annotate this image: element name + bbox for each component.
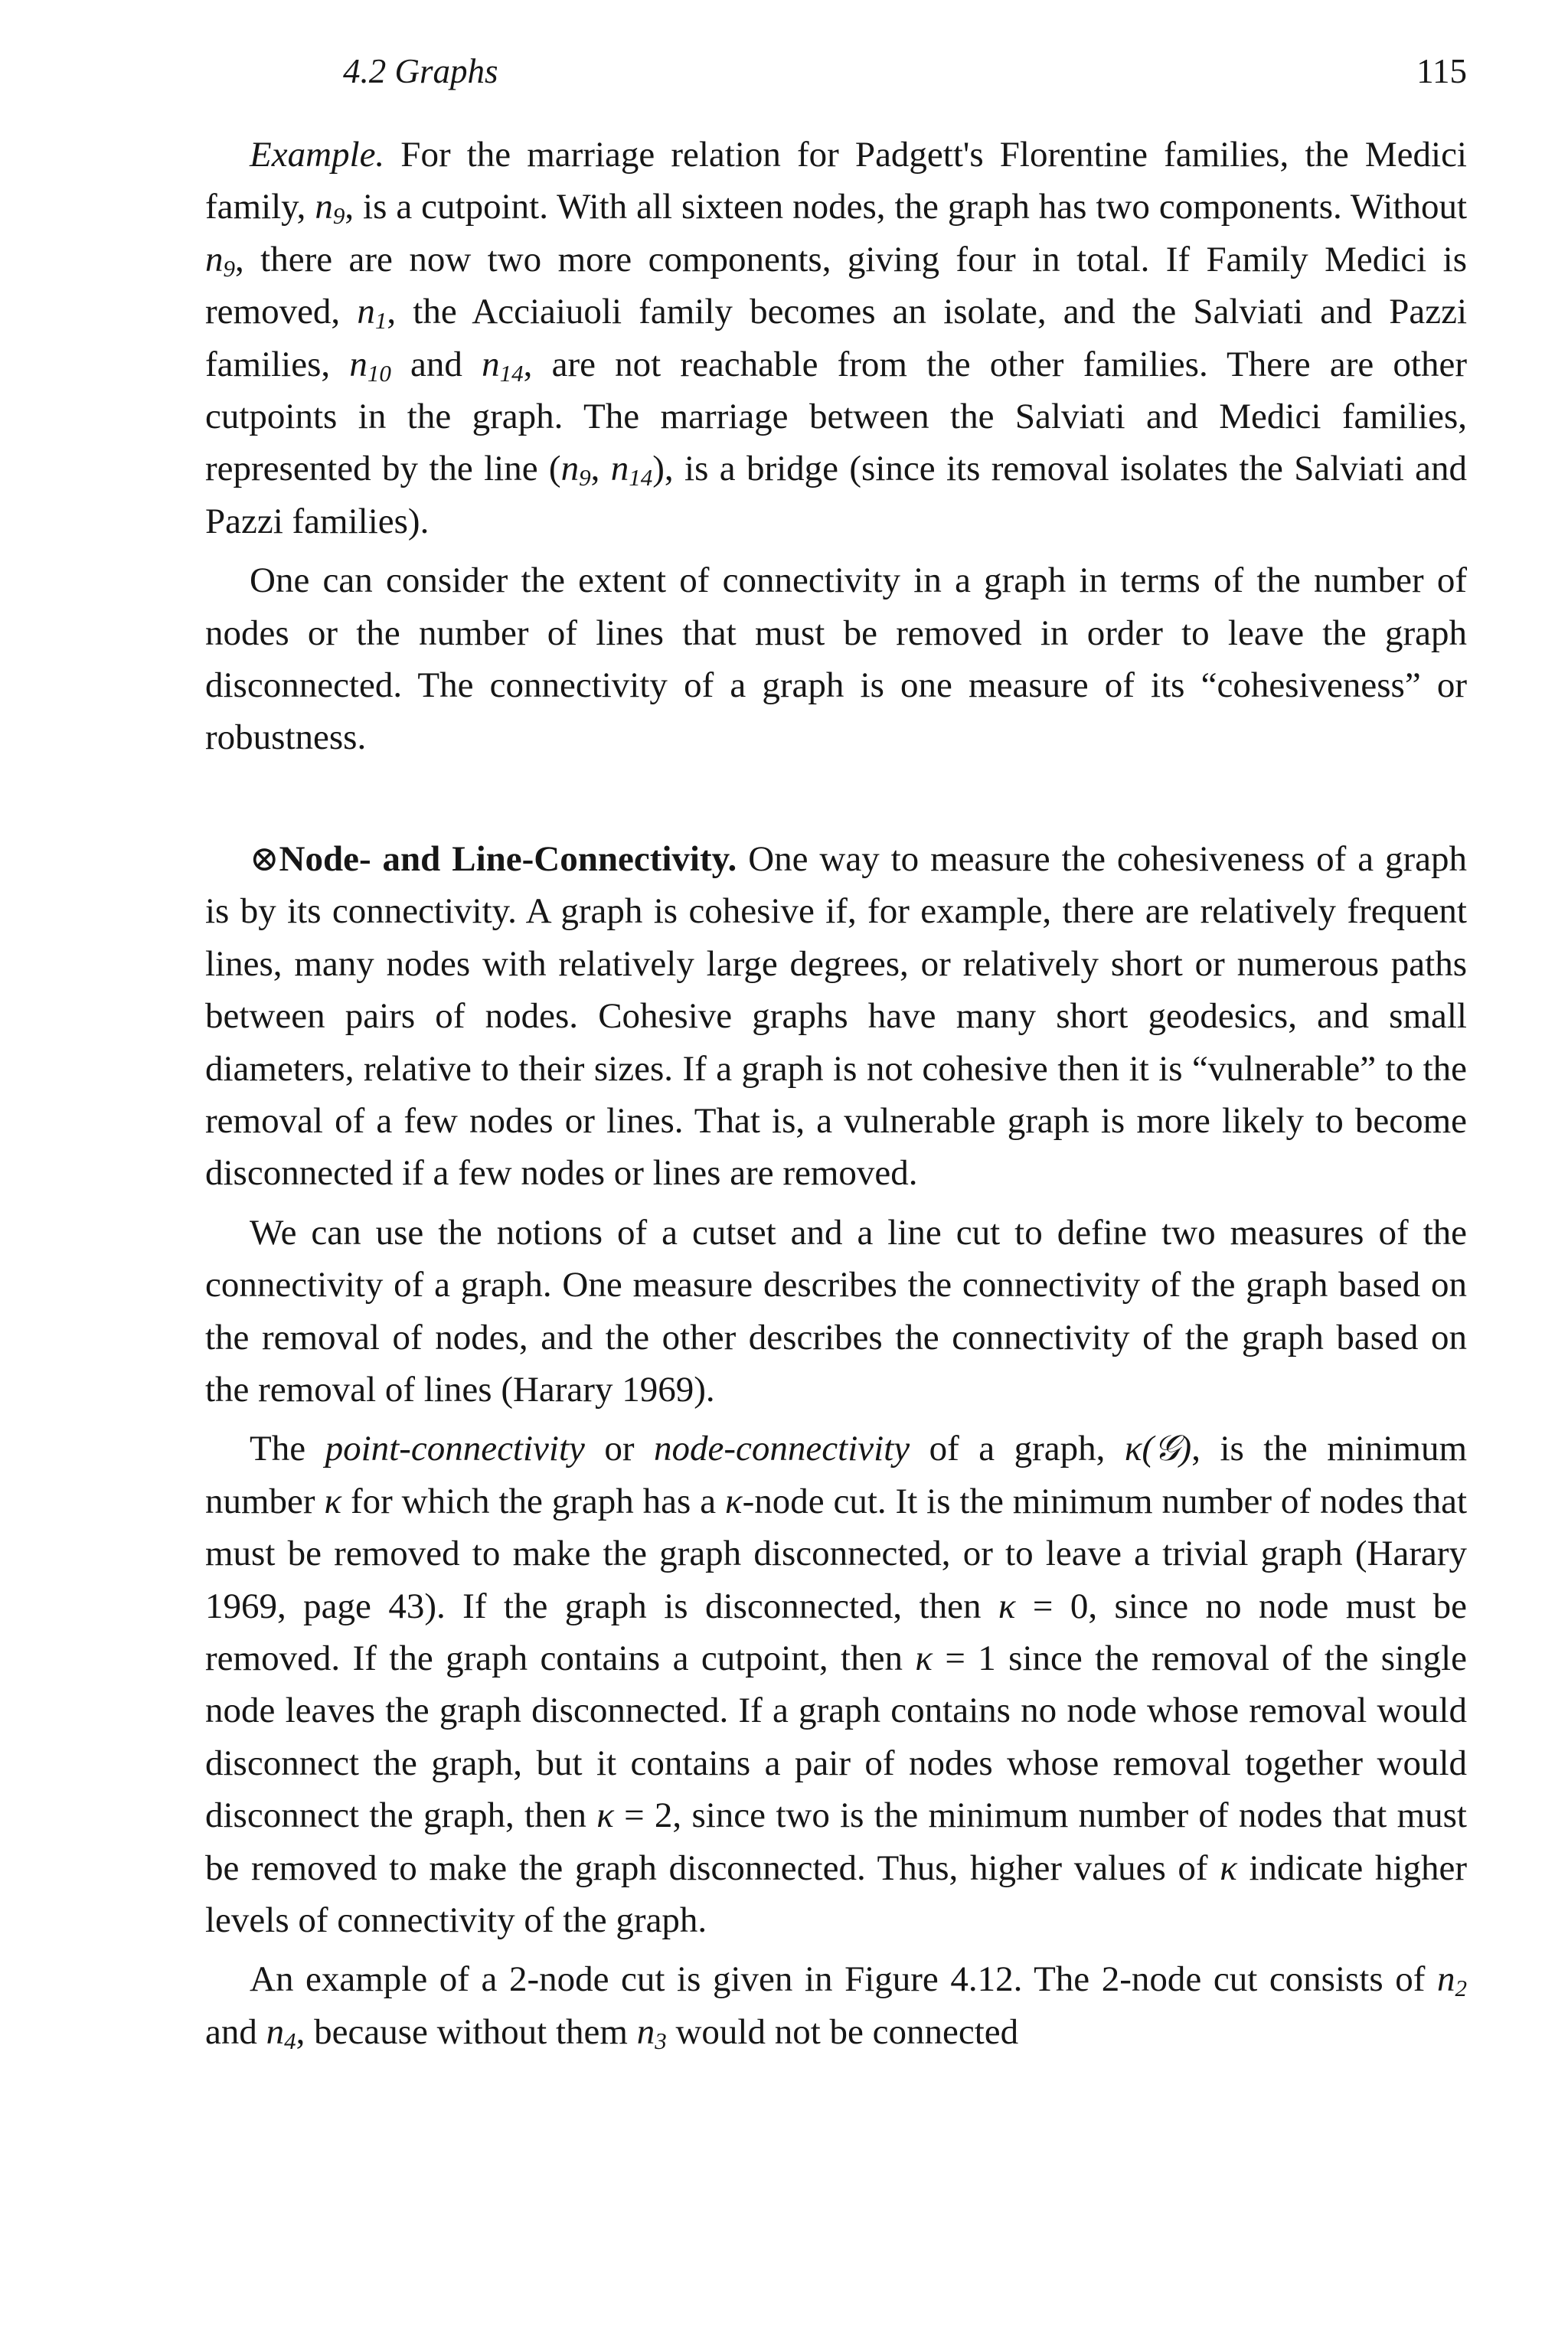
math-kappa: κ <box>1220 1848 1237 1888</box>
cutset-paragraph: We can use the notions of a cutset and a line cut to define two measures of the connectivity of a graph. One measure describes the connectivity of the graph based on the removal of nodes, and the other describes the connectivity of the graph based on the removal of lines (Harary 1969). <box>205 1212 1467 1410</box>
node-line-connectivity-paragraph: ⊗Node- and Line-Connectivity. One way to measure the cohesiveness of a graph is by its connectivity. A graph is cohesive if, for example, there are relatively frequent lines, many nodes with relatively large degrees, or relatively short or numerous paths between pairs of nodes. Cohesive graphs have many short geodesics, and small diameters, relative to their sizes. If a graph is not cohesive then it is “vulnerable” to the removal of a few nodes or lines. That is, a vulnerable graph is more likely to become disconnected if a few nodes or lines are removed. <box>205 838 1468 1194</box>
page-number: 115 <box>1416 52 1467 90</box>
term-point-connectivity: point-connectivity <box>325 1429 585 1469</box>
connectivity-intro-paragraph: One can consider the extent of connectivity in a graph in terms of the number of nodes or the number of lines that must be removed in order to leave the graph disconnected. The connectivity of a graph is one measure of its “cohesiveness” or robustness. <box>205 560 1467 758</box>
point-connectivity-paragraph: The point-connectivity or node-connectivity of a graph, κ(𝒢), is the minimum number κ for which the graph has a κ-node cut. It is the minimum number of nodes that must be removed to make the graph disconnected, or to leave a trivial graph (Harary 1969, page 43). If the graph is disconnected, then κ = 0, since no node must be removed. If the graph contains a cutpoint, then κ = 1 since the removal of the single node leaves the graph disconnected. If a graph contains no node whose removal would disconnect the graph, but it contains a pair of nodes whose removal together would disconnect the graph, then κ = 2, since two is the minimum number of nodes that must be removed to make the graph disconnected. Thus, higher values of κ indicate higher levels of connectivity of the graph. <box>205 1429 1468 1940</box>
math-n10: $n_{10}$ <box>349 344 391 387</box>
two-node-cut-paragraph: An example of a 2-node cut is given in Figure 4.12. The 2-node cut consists of $n_2$ and $n_4$, because without them $n_3$ would not be connected <box>205 1959 1467 2054</box>
math-n3: $n_3$ <box>636 2011 667 2054</box>
body-text <box>205 129 1467 2065</box>
math-n4: $n_4$ <box>266 2011 296 2054</box>
math-kappa: κ <box>998 1586 1016 1626</box>
math-n14: $n_{14}$ <box>610 449 653 492</box>
running-head <box>343 47 1467 95</box>
optional-section-icon: ⊗ <box>250 838 279 878</box>
math-kappa: κ <box>725 1481 743 1521</box>
math-n1: $n_1$ <box>357 292 387 335</box>
math-kappa: κ <box>915 1638 933 1678</box>
math-n9: $n_9$ <box>560 449 591 492</box>
section-title: 4.2 Graphs <box>343 52 498 90</box>
math-n14: $n_{14}$ <box>482 344 524 387</box>
math-n9: $n_9$ <box>315 187 345 230</box>
term-node-connectivity: node-connectivity <box>654 1429 910 1469</box>
math-kappa: κ <box>596 1795 614 1836</box>
math-n9: $n_9$ <box>205 239 236 282</box>
math-n2: $n_2$ <box>1436 1959 1467 2002</box>
math-kappa-g: κ(𝒢) <box>1124 1429 1192 1469</box>
example-label: Example. <box>250 135 385 175</box>
section-heading: Node- and Line-Connectivity. <box>279 838 737 879</box>
example-paragraph: Example. For the marriage relation for Padgett's Florentine families, the Medici family, $n_9$, is a cutpoint. With all sixteen nodes, the graph has two components. Without $n_9$, there are now two more components, giving four in total. If Family Medici is removed, $n_1$, the Acciaiuoli family becomes an isolate, and the Salviati and Pazzi families, $n_{10}$ and $n_{14}$, are not reachable from the other families. There are other cutpoints in the graph. The marriage between the Salviati and Medici families, represented by the line ($n_9$, $n_{14}$), is a bridge (since its removal isolates the Salviati and Pazzi families). <box>205 135 1468 541</box>
math-kappa: κ <box>324 1481 342 1521</box>
